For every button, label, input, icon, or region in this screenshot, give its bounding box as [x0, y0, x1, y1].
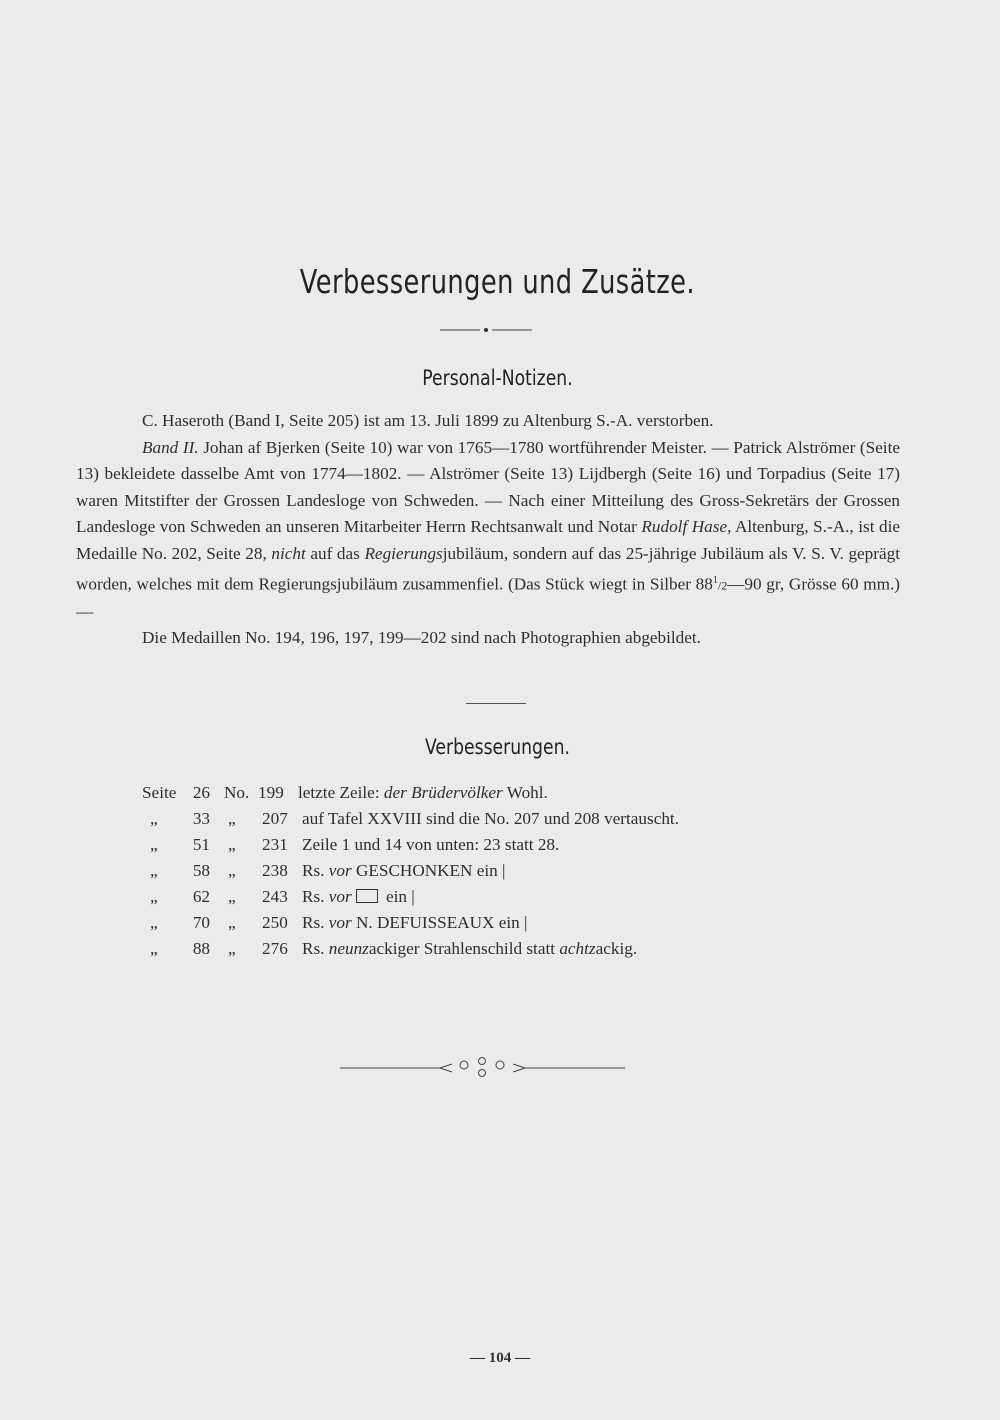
correction-number: 207: [262, 809, 288, 828]
square-box-icon: [356, 889, 378, 903]
correction-text: [302, 806, 862, 832]
ditto-mark: „: [228, 835, 236, 854]
correction-text-part: auf Tafel XXVIII sind die No. 207 und 208 vertauscht.: [302, 809, 679, 828]
correction-row: [142, 780, 862, 806]
ditto-mark: „: [150, 809, 158, 828]
correction-page: 62: [192, 887, 210, 906]
correction-text-part: ackig.: [595, 939, 638, 958]
correction-page: 58: [192, 861, 210, 880]
no-label: No.: [224, 783, 250, 802]
regierungs-word: Regierungs: [364, 543, 443, 563]
correction-italic: der Brüdervölker: [383, 783, 503, 802]
haseroth-paragraph: C. Haseroth (Band I, Seite 205) ist am 13. Juli 1899 zu Altenburg S.-A. verstorben.: [142, 411, 714, 430]
correction-text: [302, 832, 862, 858]
corrections-list: [142, 780, 862, 962]
correction-row: [142, 806, 862, 832]
correction-text-part: Wohl.: [502, 783, 548, 802]
band-ii-text-4: jubiläum, sondern auf das 25-jährige Jubiläum als V. S. V. geprägt worden, welches mit dem Regierungsjubiläum zusammenfiel. (Das Stück wiegt in Silber 88: [76, 543, 900, 594]
section-divider: [466, 703, 526, 704]
end-ornament: [340, 1055, 625, 1081]
seite-label: Seite: [142, 783, 177, 802]
correction-row: [142, 884, 862, 910]
band-ii-text-2: Altenburg, S.-A., ist die Medaille No. 202, Seite 28,: [76, 517, 900, 563]
page-number: — 104 —: [470, 1350, 530, 1366]
spacer: [210, 832, 224, 858]
correction-text-part: Rs.: [302, 939, 329, 958]
correction-row: [142, 910, 862, 936]
correction-text-part: Rs.: [302, 861, 329, 880]
fraction-numerator: 1: [712, 574, 718, 586]
band-ii-text-3: auf das: [305, 543, 365, 563]
correction-text-part: N. DEFUISSEAUX ein |: [351, 913, 528, 932]
correction-text-part: Rs.: [302, 913, 329, 932]
correction-italic: vor: [328, 887, 352, 906]
correction-row: [142, 832, 862, 858]
correction-text: [302, 858, 862, 884]
band-ii-text-5: —90 gr, Grösse 60 mm.) —: [76, 574, 900, 621]
ditto-mark: „: [150, 887, 158, 906]
correction-number: 199: [258, 783, 284, 802]
ditto-mark: „: [228, 887, 236, 906]
spacer: [210, 858, 224, 884]
correction-text: [302, 910, 862, 936]
spacer: [210, 780, 224, 806]
correction-text: [298, 780, 862, 806]
rudolf-hase-name: Rudolf Hase,: [641, 517, 732, 537]
correction-number: 231: [262, 835, 288, 854]
correction-text-part: ackiger Strahlenschild statt: [368, 939, 560, 958]
ditto-mark: „: [228, 913, 236, 932]
title-ornament: [440, 326, 532, 334]
ditto-mark: „: [150, 939, 158, 958]
correction-row: [142, 858, 862, 884]
band-ii-text-1: Johan af Bjerken (Seite 10) war von 1765—1780 wortführender Meister. — Patrick Alströmer (Seite 13) bekleidete dasselbe Amt von 1774—1802. — Alströmer (Seite 13) Lijdbergh (Seite 16) und Torpadius (Seite 17) waren Mitstifter der Grossen Landesloge von Schweden. — Nach einer Mitteilung des Gross-Sekretärs der Grossen Landesloge von Schweden an unseren Mitarbeiter Herrn Rechtsanwalt und Notar: [76, 437, 900, 537]
correction-text-part: Zeile 1 und 14 von unten: 23 statt 28.: [302, 835, 560, 854]
correction-italic: vor: [328, 913, 352, 932]
correction-text-part: ein |: [381, 887, 415, 906]
band-ii-label: Band II.: [142, 437, 199, 457]
ditto-mark: „: [228, 861, 236, 880]
band-ii-paragraph: [76, 435, 900, 626]
correction-italic: achtz: [559, 939, 596, 958]
correction-number: 238: [262, 861, 288, 880]
corrections-heading: Verbesserungen.: [424, 735, 570, 759]
ditto-mark: „: [150, 835, 158, 854]
correction-text: [302, 884, 862, 910]
spacer: [210, 884, 224, 910]
medaillen-paragraph: Die Medaillen No. 194, 196, 197, 199—202 sind nach Photographien abgebildet.: [142, 628, 701, 648]
correction-number: 243: [262, 887, 288, 906]
ditto-mark: „: [228, 939, 236, 958]
ditto-mark: „: [228, 809, 236, 828]
nicht-word: nicht: [271, 543, 306, 563]
correction-page: 51: [192, 835, 210, 854]
correction-page: 33: [192, 809, 210, 828]
correction-page: 70: [192, 913, 210, 932]
fraction-denominator: /2: [717, 578, 728, 593]
main-title: Verbesserungen und Zusätze.: [299, 262, 695, 301]
correction-text-part: letzte Zeile:: [298, 783, 384, 802]
correction-italic: vor: [328, 861, 352, 880]
correction-page: 26: [192, 783, 210, 802]
spacer: [210, 936, 224, 962]
personal-notes-heading: Personal-Notizen.: [422, 366, 573, 390]
ditto-mark: „: [150, 861, 158, 880]
correction-page: 88: [192, 939, 210, 958]
personal-notes-body: [76, 408, 900, 652]
spacer: [210, 910, 224, 936]
correction-text: [302, 936, 862, 962]
correction-number: 250: [262, 913, 288, 932]
spacer: [210, 806, 224, 832]
correction-row: [142, 936, 862, 962]
correction-text-part: Rs.: [302, 887, 329, 906]
correction-number: 276: [262, 939, 288, 958]
correction-text-part: GESCHONKEN ein |: [351, 861, 506, 880]
correction-italic: neunz: [328, 939, 369, 958]
ditto-mark: „: [150, 913, 158, 932]
